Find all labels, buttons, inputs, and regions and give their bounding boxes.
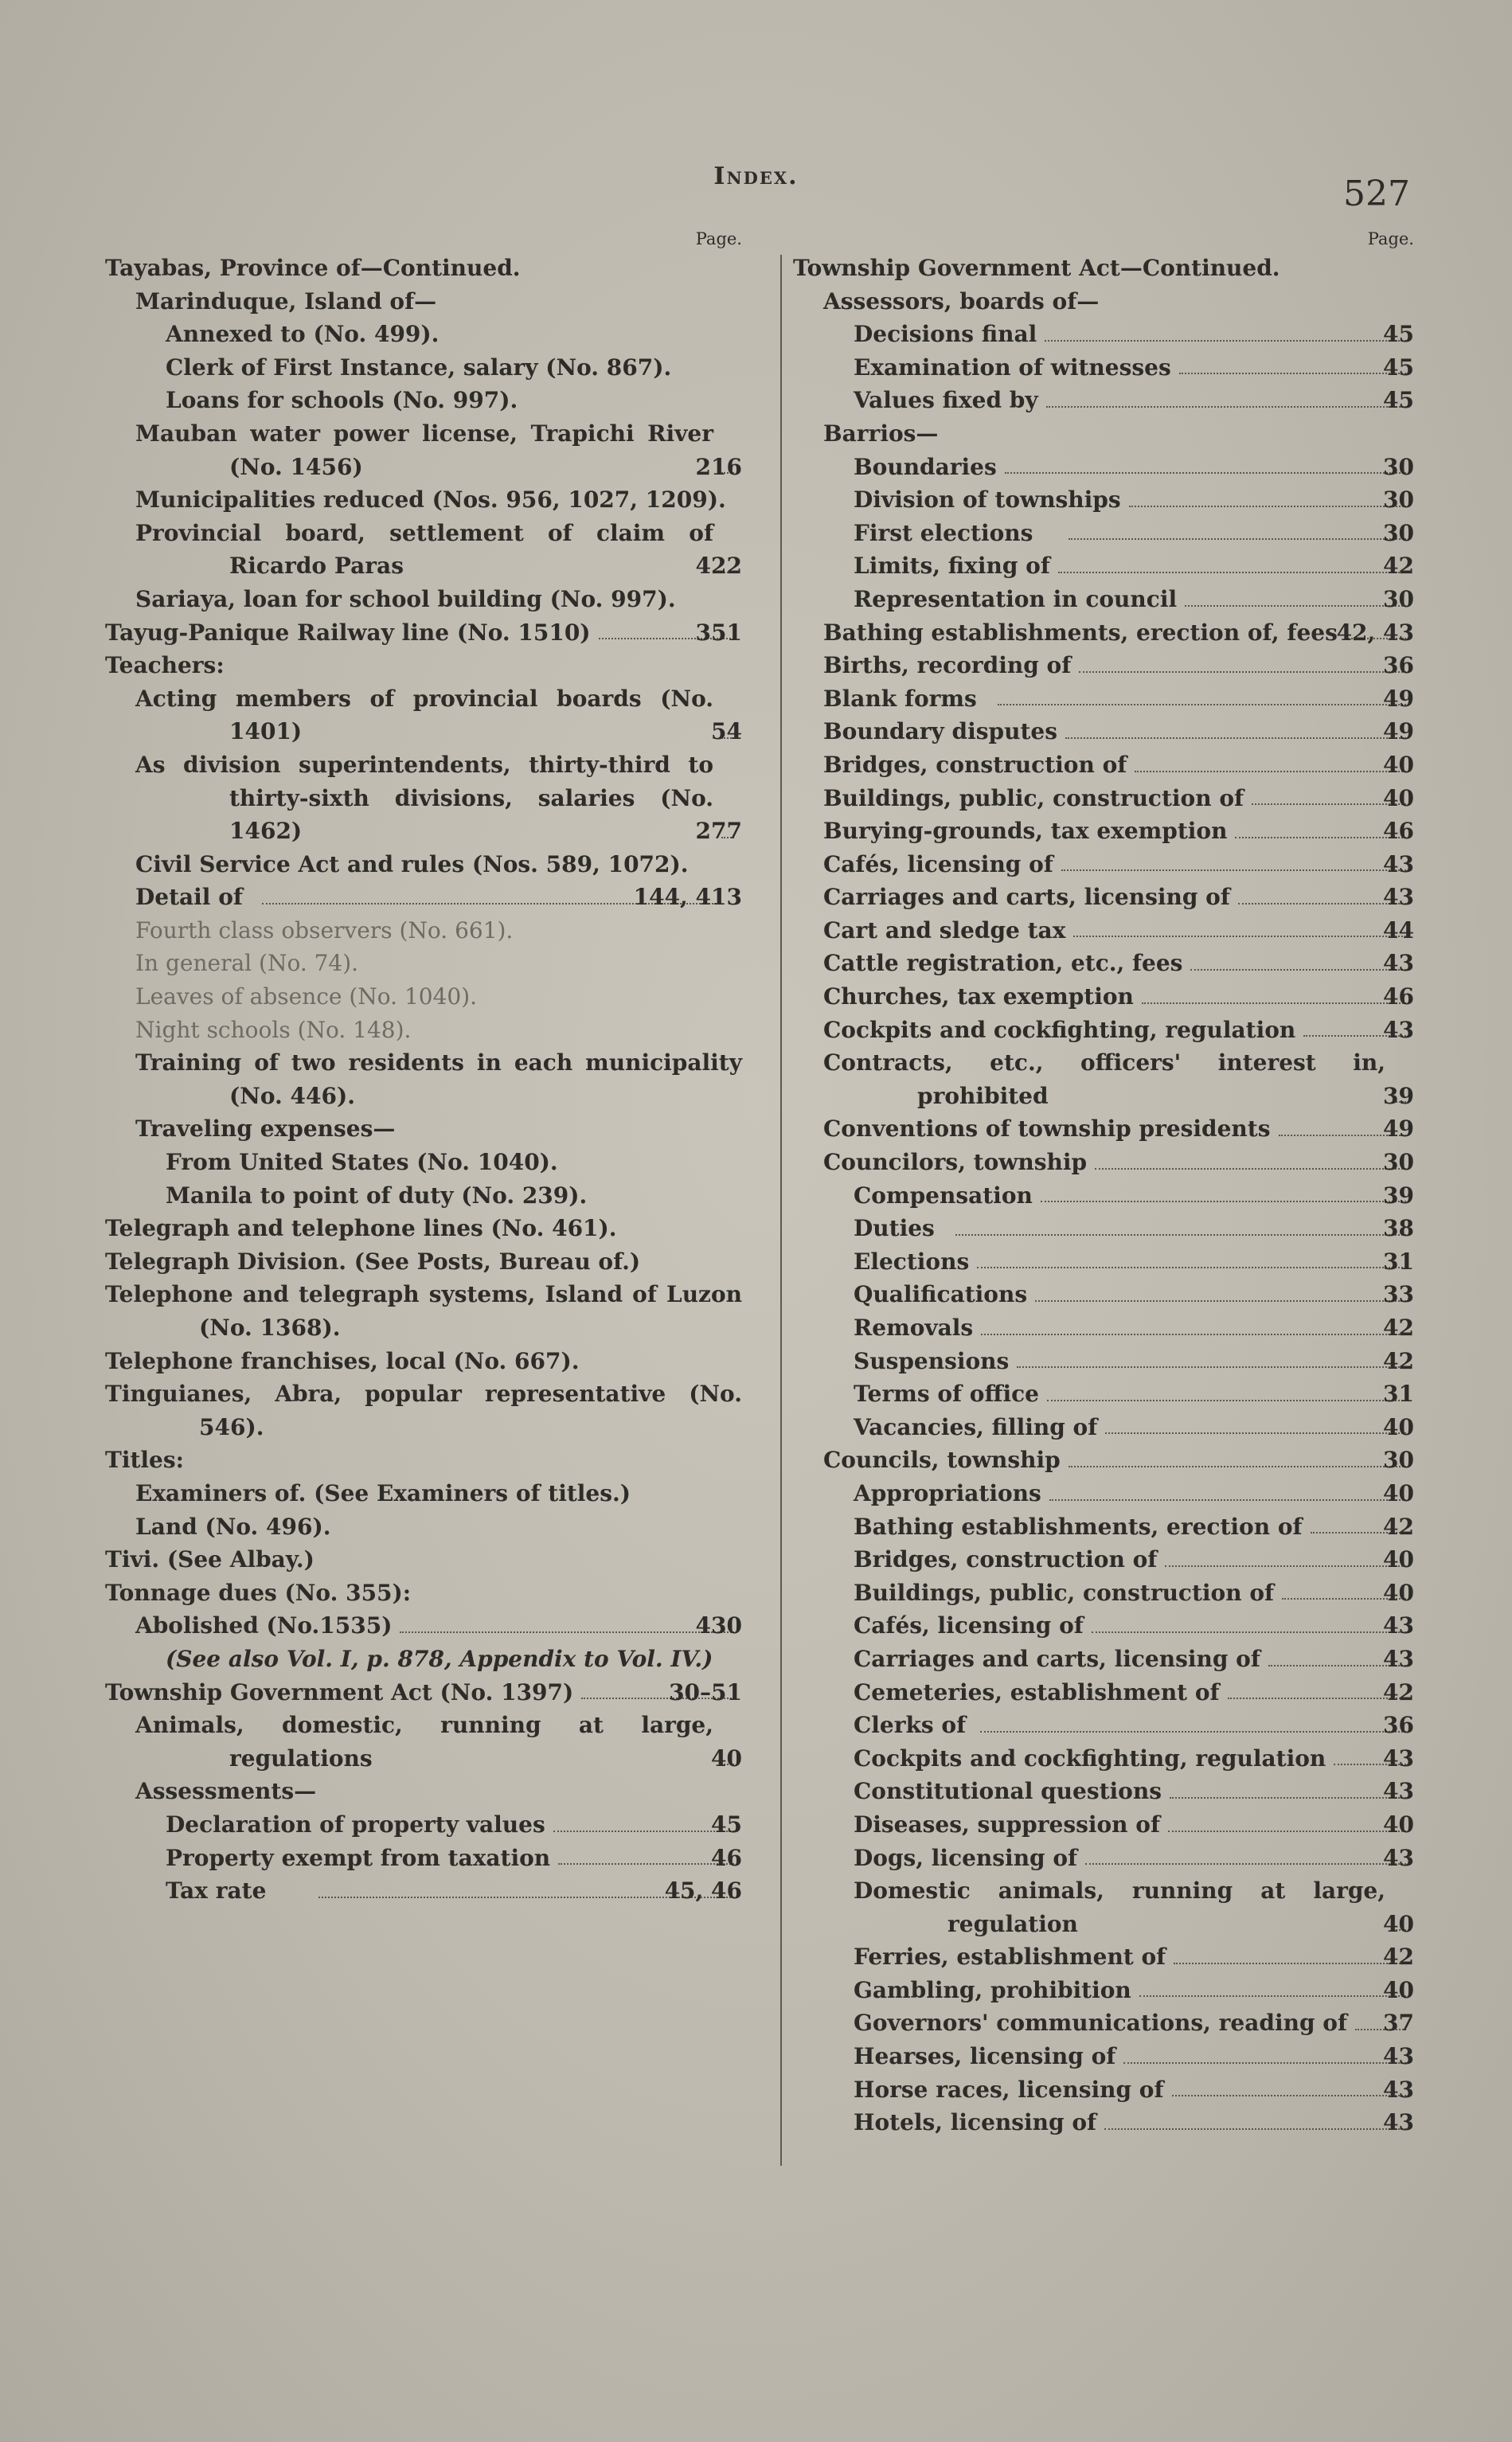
index-entry [105,1112,742,1146]
leader-dots [1123,2062,1406,2064]
page-column-label: Page. [695,229,742,248]
entry-text: Contracts, etc., officers' interest in, prohibited [823,1049,1385,1109]
leader-dots [1142,1002,1406,1004]
index-entry: Cemeteries, establishment of 42 [793,1676,1414,1709]
entry-text: Civil Service Act and rules (Nos. 589, 1072). [135,850,689,877]
index-entry: Decisions final 45 [793,318,1414,351]
entry-text: Buildings, public, construction of [823,784,1244,811]
index-entry: Hearses, licensing of 43 [793,2040,1414,2073]
entry-text: Elections [854,1248,970,1275]
index-entry: Terms of office 31 [793,1377,1414,1411]
leader-dots [1172,2095,1406,2096]
index-entry: Dogs, licensing of 43 [793,1842,1414,1875]
entry-text: Mauban water power license, Trapichi River (No. 1456) [135,420,713,480]
entry-text: Cemeteries, establishment of [854,1678,1220,1705]
index-entry: Limits, fixing of 42 [793,549,1414,583]
leader-dots [1095,1168,1406,1170]
entry-text: Hearses, licensing of [854,2043,1116,2070]
entry-text: From United States (No. 1040). [166,1149,558,1176]
entry-text: Dogs, licensing of [854,1844,1078,1871]
column-divider [780,255,782,2166]
leader-dots [955,1234,1406,1236]
index-entry [105,914,742,947]
index-entry: Births, recording of 36 [793,649,1414,682]
entry-text: Diseases, suppression of [854,1811,1160,1838]
entry-text: Vacancies, filling of [854,1413,1098,1440]
index-entry: Horse races, licensing of 43 [793,2073,1414,2107]
entry-text: Tayabas, Province of—Continued. [105,255,521,281]
index-entry [105,1577,742,1610]
leader-dots [1065,737,1406,739]
index-entry: Bridges, construction of 40 [793,1543,1414,1577]
entry-text: Assessors, boards of— [823,287,1100,315]
entry-text: Cockpits and cockfighting, regulation [823,1016,1296,1043]
index-entry [105,1775,742,1808]
entry-text: Property exempt from taxation [166,1844,551,1871]
leader-dots [1168,1831,1406,1832]
index-entry: Appropriations 40 [793,1477,1414,1510]
index-entry: Tayug-Panique Railway line (No. 1510) 351 [105,616,742,650]
index-entry: Contracts, etc., officers' interest in, prohibited 39 [793,1046,1414,1112]
leader-dots [400,1631,734,1633]
index-entry: Titles: [105,1447,184,1474]
leader-dots [1129,506,1406,507]
entry-text: Councilors, township [823,1149,1088,1176]
leader-dots [1085,1863,1406,1865]
entry-text: Teachers: [105,652,225,679]
leader-dots [553,1831,734,1832]
index-entry: Conventions of township presidents 49 [793,1112,1414,1146]
index-entry: Values fixed by 45 [793,384,1414,417]
index-entry [105,483,742,517]
entry-text: Traveling expenses— [135,1116,396,1143]
leader-dots [1046,406,1406,408]
leader-dots [1165,1565,1406,1567]
index-entry [105,583,742,616]
entry-text: As division superintendents, thirty-third to thirty-sixth divisions, salaries (No. 1462) [135,751,713,845]
entry-text: Clerks of [854,1712,967,1739]
entry-text: Carriages and carts, licensing of [823,884,1230,911]
index-entry: Buildings, public, construction of 40 [793,782,1414,815]
entry-text: Examiners of. (See Examiners of titles.) [135,1479,631,1506]
index-entry [105,1345,742,1378]
entry-text: Representation in council [854,585,1178,612]
leader-dots [1139,1995,1406,1997]
index-entry: Elections 31 [793,1245,1414,1279]
index-entry [793,252,1414,285]
index-entry: Cafés, licensing of 43 [793,1609,1414,1643]
entry-text: Tivi. (See Albay.) [105,1546,315,1573]
entry-text: Tonnage dues (No. 355): [105,1579,412,1606]
leader-dots [1238,903,1406,905]
entry-text: Tinguianes, Abra, popular representative (No. 546). [105,1381,742,1440]
entry-text: Boundaries [854,453,997,480]
index-entry: Bridges, construction of 40 [793,748,1414,782]
entry-text: Training of two residents in each municipality (No. 446). [135,1049,742,1109]
leader-dots [1190,969,1406,971]
leader-dots [1047,1400,1406,1401]
index-entry: Compensation 39 [793,1179,1414,1213]
entry-text: Cattle registration, etc., fees [823,950,1183,977]
entry-text: Telephone franchises, local (No. 667). [105,1347,580,1374]
index-entry [105,947,742,980]
index-entry [105,848,742,881]
entry-text: Blank forms [823,685,977,712]
index-entry [105,252,742,285]
entry-text: Carriages and carts, licensing of [854,1645,1260,1672]
leader-dots [1228,1698,1406,1699]
entry-text: Manila to point of duty (No. 239). [166,1182,588,1209]
index-entry: Removals 42 [793,1311,1414,1345]
index-entry: Township Government Act (No. 1397) 30–51 [105,1676,742,1709]
index-entry: Diseases, suppression of 40 [793,1808,1414,1842]
entry-text: Tax rate [166,1877,267,1905]
leader-dots [1235,837,1406,838]
leader-dots [977,1267,1406,1268]
index-entry: Carriages and carts, licensing of 43 [793,881,1414,914]
entry-text: Ferries, establishment of [854,1944,1166,1971]
index-entry: Cafés, licensing of 43 [793,848,1414,881]
entry-text: Annexed to (No. 499). [166,321,440,348]
entry-text: Declaration of property values [166,1811,545,1838]
index-entry [793,417,1414,451]
leader-dots [998,704,1406,705]
index-entry: Representation in council 30 [793,583,1414,616]
entry-text: First elections [854,519,1033,546]
page-title: Index. [713,162,799,190]
index-entry [105,318,742,351]
entry-text: Births, recording of [823,652,1072,679]
leader-dots [980,1731,1406,1733]
entry-text: In general (No. 74). [135,950,359,977]
index-column-right [793,229,1414,2139]
leader-dots [1170,1797,1406,1799]
entry-text: Barrios— [823,420,939,447]
entry-text: Fourth class observers (No. 661). [135,916,514,944]
entry-text: Animals, domestic, running at large, regulations [135,1712,713,1772]
entry-text: Night schools (No. 148). [135,1016,412,1043]
entry-list [793,252,1414,2139]
index-entry: Burying-grounds, tax exemption 46 [793,815,1414,848]
index-entry: Division of townships 30 [793,483,1414,517]
entry-text: Tayug-Panique Railway line (No. 1510) [105,619,591,646]
index-entry [105,1377,742,1444]
entry-text: Telegraph and telephone lines (No. 461). [105,1215,617,1242]
entry-text: Qualifications [854,1281,1028,1308]
entry-text: Township Government Act—Continued. [793,255,1280,281]
index-entry [105,1046,742,1112]
index-entry: Blank forms 49 [793,682,1414,716]
entry-text: Cart and sledge tax [823,916,1066,944]
entry-text: Compensation [854,1182,1033,1209]
entry-text: Appropriations [854,1479,1041,1506]
entry-text: Abolished (No.1535) [135,1612,393,1639]
entry-text: Assessments— [135,1778,317,1805]
entry-text: Decisions final [854,321,1037,348]
leader-dots [1104,2128,1406,2130]
index-entry [105,285,742,318]
leader-dots [1049,1499,1406,1501]
index-entry: Churches, tax exemption 46 [793,980,1414,1014]
entry-text: Domestic animals, running at large, regulation [854,1877,1385,1937]
entry-text: Suspensions [854,1347,1010,1374]
leader-dots [1005,472,1406,474]
index-entry: Gambling, prohibition 40 [793,1974,1414,2007]
index-entry: Animals, domestic, running at large, regulations 40 [105,1709,742,1775]
entry-list [105,252,742,1908]
entry-text: Provincial board, settlement of claim of Ricardo Paras [135,519,713,580]
index-entry: Buildings, public, construction of 40 [793,1577,1414,1610]
index-entry: Provincial board, settlement of claim of Ricardo Paras 422 [105,517,742,583]
index-entry [105,1014,742,1047]
index-entry: Tax rate 45, 46 [105,1874,742,1908]
leader-dots [1069,1466,1406,1467]
entry-text: Limits, fixing of [854,553,1050,580]
entry-text: Boundary disputes [823,718,1057,745]
entry-text: Churches, tax exemption [823,983,1134,1010]
leader-dots [1058,572,1406,573]
index-entry: Boundary disputes 49 [793,715,1414,748]
page-number: 527 [1343,174,1410,214]
leader-dots [1092,1631,1406,1633]
leader-dots [1061,869,1406,871]
index-entry: Cart and sledge tax 44 [793,914,1414,947]
index-entry [105,1643,742,1676]
leader-dots [1035,1300,1406,1302]
index-entry [105,649,742,682]
entry-text: Constitutional questions [854,1778,1162,1805]
entry-text: Sariaya, loan for school building (No. 997). [135,585,676,612]
leader-dots [1185,605,1406,607]
entry-text: Councils, township [823,1447,1061,1474]
index-entry: Domestic animals, running at large, regulation 40 [793,1874,1414,1940]
index-entry: Vacancies, filling of 40 [793,1411,1414,1444]
index-entry: Bathing establishments, erection of 42 [793,1510,1414,1544]
leader-dots [558,1863,734,1865]
index-entry: Examination of witnesses 45 [793,351,1414,385]
entry-text: Conventions of township presidents [823,1116,1271,1143]
entry-text: Telegraph Division. (See Posts, Bureau of.) [105,1248,641,1275]
entry-text: Bathing establishments, erection of, fees [823,619,1338,646]
entry-text: Leaves of absence (No. 1040). [135,983,478,1010]
entry-text: Terms of office [854,1381,1039,1408]
entry-text: Removals [854,1315,974,1341]
index-entry: Ferries, establishment of 42 [793,1940,1414,1974]
entry-text: Telephone and telegraph systems, Island of Luzon (No. 1368). [105,1281,742,1341]
index-entry: Abolished (No.1535) 430 [105,1609,742,1643]
entry-text: Bathing establishments, erection of [854,1513,1303,1540]
index-entry: Cockpits and cockfighting, regulation 43 [793,1014,1414,1047]
index-entry: Boundaries 30 [793,451,1414,484]
index-entry [105,1278,742,1344]
entry-text: Bridges, construction of [823,751,1127,778]
entry-text: Marinduque, Island of— [135,287,437,315]
index-entry [105,384,742,417]
index-entry [105,351,742,385]
entry-text: Acting members of provincial boards (No. 1401) [135,685,713,745]
leader-dots [1073,936,1406,937]
index-entry: Duties 38 [854,1215,1414,1242]
entry-text: Horse races, licensing of [854,2076,1164,2103]
index-entry: Suspensions 42 [793,1345,1414,1378]
leader-dots [1174,1963,1406,1964]
entry-text: Hotels, licensing of [854,2109,1097,2136]
index-entry: Carriages and carts, licensing of 43 [793,1643,1414,1676]
entry-text: Division of townships [854,486,1121,514]
leader-dots [1045,340,1406,342]
index-entry: Property exempt from taxation 46 [105,1842,742,1875]
index-column-left [105,229,742,1908]
index-entry: Declaration of property values 45 [105,1808,742,1842]
entry-text: Township Government Act (No. 1397) [105,1678,574,1705]
entry-text: Clerk of First Instance, salary (No. 867). [166,354,672,381]
entry-text: Cafés, licensing of [823,850,1053,877]
entry-text: Examination of witnesses [854,354,1171,381]
leader-dots [1017,1366,1406,1368]
entry-text: Burying-grounds, tax exemption [823,818,1228,845]
entry-text: Gambling, prohibition [854,1976,1131,2003]
entry-page-ref: 144, 413 [633,884,742,911]
index-entry: Mauban water power license, Trapichi River (No. 1456) 216 [105,417,742,483]
index-entry: First elections 30 [793,517,1414,550]
index-entry: Bathing establishments, erection of, fees 42, 43 [793,616,1414,650]
entry-text: Municipalities reduced (Nos. 956, 1027, 1209). [135,486,726,514]
leader-dots [1041,1201,1406,1202]
entry-text: (See also Vol. I, p. 878, Appendix to Vol. IV.) [166,1645,713,1672]
leader-dots [1179,373,1406,374]
index-entry: Councilors, township 30 [793,1146,1414,1179]
index-entry [105,1543,742,1577]
entry-text: Cockpits and cockfighting, regulation [854,1745,1326,1772]
index-entry [105,1477,742,1510]
index-entry: Governors' communications, reading of 37 [793,2006,1414,2040]
leader-dots [1105,1432,1406,1434]
entry-text: Buildings, public, construction of [854,1579,1275,1606]
entry-text: Values fixed by [854,387,1038,414]
index-entry: Councils, township 30 [793,1444,1414,1477]
leader-dots [981,1334,1406,1335]
index-entry: Hotels, licensing of 43 [793,2106,1414,2139]
index-entry [105,1179,742,1213]
entry-text: Land (No. 496). [135,1513,331,1540]
index-entry [105,881,742,914]
leader-dots [1135,771,1406,772]
index-entry [105,1146,742,1179]
index-entry: As division superintendents, thirty-third to thirty-sixth divisions, salaries (No. 1462) 277 [105,748,742,848]
page-column-label: Page. [1367,229,1414,248]
index-entry [793,285,1414,318]
entry-text: Detail of [135,884,243,911]
index-entry: Clerks of 36 [793,1709,1414,1742]
index-entry: Qualifications 33 [793,1278,1414,1311]
index-entry: Constitutional questions 43 [793,1775,1414,1808]
entry-text: Loans for schools (No. 997). [166,387,518,414]
index-entry [105,1212,742,1245]
leader-dots [1079,671,1406,673]
index-entry: Cattle registration, etc., fees 43 [793,947,1414,980]
index-entry: Cockpits and cockfighting, regulation 43 [793,1742,1414,1776]
leader-dots [1069,538,1406,540]
index-entry [105,1510,742,1544]
index-entry [105,980,742,1014]
entry-text: Cafés, licensing of [854,1612,1084,1639]
entry-text: Governors' communications, reading of [854,2010,1348,2037]
index-entry [105,1245,742,1279]
entry-text: Bridges, construction of [854,1546,1158,1573]
index-entry: Acting members of provincial boards (No. 1401) 54 [105,682,742,748]
